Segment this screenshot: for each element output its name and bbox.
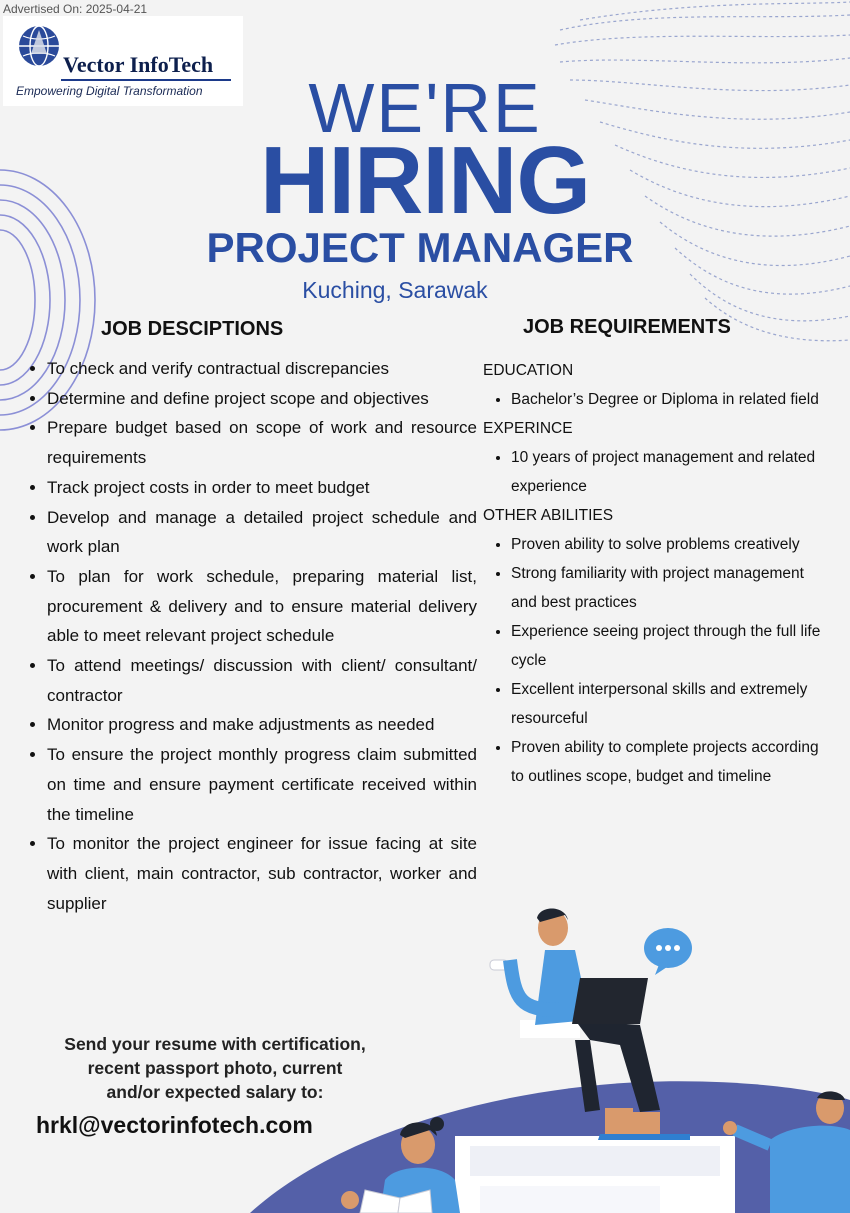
headline-were: WE'RE [308,69,542,147]
advertised-date: Advertised On: 2025-04-21 [3,2,148,16]
company-name: Vector InfoTech [63,52,214,77]
list-item: • To check and verify contractual discrepancies [47,354,477,384]
headline-hiring: HIRING [260,127,590,234]
apply-line: recent passport photo, current [87,1058,343,1078]
apply-instructions [36,1032,394,1104]
job-requirements [483,356,833,791]
experience-list [483,443,833,501]
other-abilities-label: OTHER ABILITIES [483,507,614,524]
list-item: • To plan for work schedule, preparing material list, procurement & delivery and to ensure material delivery able to meet relevant project schedule [47,562,477,651]
education-label: EDUCATION [483,362,574,379]
list-item: • To attend meetings/ discussion with client/ consultant/ contractor [47,651,477,710]
list-item: • To monitor the project engineer for issue facing at site with client, main contractor, sub contractor, worker and supplier [47,829,477,918]
apply-line: Send your resume with certification, [64,1034,366,1054]
list-item: • Excellent interpersonal skills and extremely resourceful [511,675,833,733]
list-item: • Prepare budget based on scope of work and resource requirements [47,413,477,472]
job-location: Kuching, Sarawak [302,277,488,303]
globe-icon [17,24,61,68]
other-abilities-list [483,530,833,791]
list-item: • To ensure the project monthly progress claim submitted on time and ensure payment certificate received within the timeline [47,740,477,829]
list-item: • Proven ability to solve problems creatively [511,530,833,559]
list-item: • Track project costs in order to meet budget [47,473,477,503]
education-list [483,385,833,414]
apply-email[interactable]: hrkl@vectorinfotech.com [36,1112,313,1138]
list-item: • 10 years of project management and related experience [511,443,833,501]
job-title: PROJECT MANAGER [206,224,634,271]
job-requirements-title: JOB REQUIREMENTS [523,316,731,338]
experience-label: EXPERINCE [483,420,573,437]
list-item: • Experience seeing project through the full life cycle [511,617,833,675]
list-item: • Proven ability to complete projects according to outlines scope, budget and timeline [511,733,833,791]
apply-line: and/or expected salary to: [106,1082,324,1102]
job-descriptions-title: JOB DESCIPTIONS [101,318,284,340]
list-item: • Develop and manage a detailed project schedule and work plan [47,503,477,562]
list-item: • Strong familiarity with project management and best practices [511,559,833,617]
list-item: • Monitor progress and make adjustments as needed [47,710,477,740]
company-tagline: Empowering Digital Transformation [16,84,203,98]
list-item: • Determine and define project scope and objectives [47,384,477,414]
job-descriptions-list [22,354,477,918]
list-item: • Bachelor’s Degree or Diploma in related field [511,385,833,414]
